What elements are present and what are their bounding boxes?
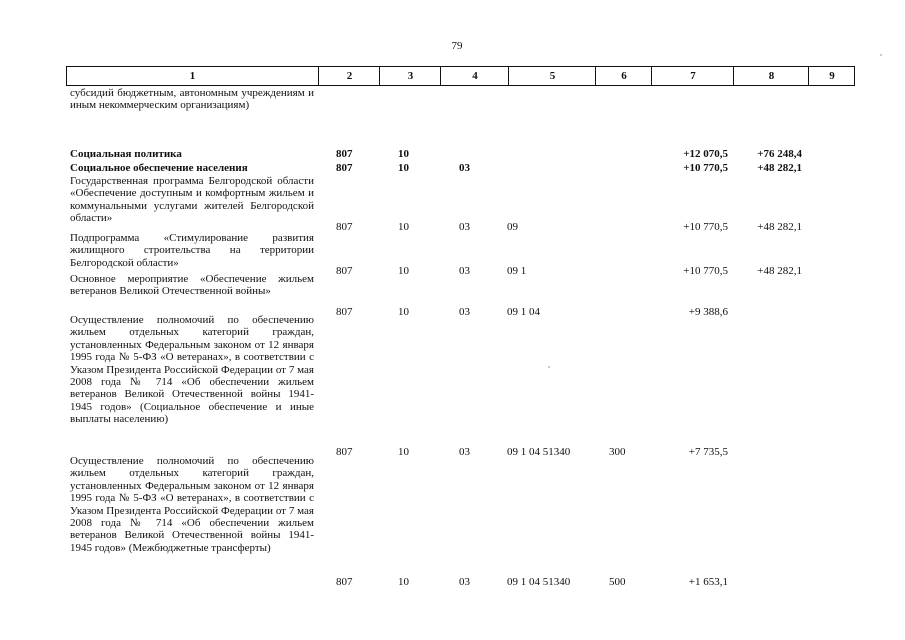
column-header-2: 2	[318, 67, 380, 85]
cell-col2: 807	[336, 148, 353, 160]
column-header-7: 7	[651, 67, 734, 85]
cell-col2: 807	[336, 446, 353, 458]
column-header-3: 3	[379, 67, 441, 85]
cell-col4: 03	[459, 265, 470, 277]
scan-speck	[880, 54, 882, 56]
row-name: Осуществление полномочий по обеспечению жильем отдельных категорий граждан, установленных Федеральным законом от 12 января 1995 года № 5-ФЗ «О ветеранах», в соответствии с Указом Президента Российской Федерации от 7 мая 2008 года № 714 «Об обеспечении жильем ветеранов Великой Отечественной войны 1941-1945 годов» (Социальное обеспечение и иные выплаты населению)	[70, 314, 314, 426]
cell-col3: 10	[398, 265, 409, 277]
cell-col8: +48 282,1	[757, 162, 802, 174]
cell-col7: +10 770,5	[683, 162, 728, 174]
cell-col2: 807	[336, 221, 353, 233]
cell-col5: 09 1	[507, 265, 527, 277]
cell-col8: +48 282,1	[757, 221, 802, 233]
column-header-9: 9	[808, 67, 855, 85]
row-name: Осуществление полномочий по обеспечению жильем отдельных категорий граждан, установленных Федеральным законом от 12 января 1995 года № 5-ФЗ «О ветеранах», в соответствии с Указом Президента Российской Федерации от 7 мая 2008 года № 714 «Об обеспечении жильем ветеранов Великой Отечественной войны 1941-1945 годов» (Межбюджетные трансферты)	[70, 455, 314, 554]
cell-col5: 09 1 04 51340	[507, 576, 571, 588]
cell-col7: +7 735,5	[688, 446, 728, 458]
row-name: Социальное обеспечение населения	[70, 162, 248, 174]
page-number: 79	[451, 40, 463, 52]
cell-col2: 807	[336, 265, 353, 277]
row-name: Социальная политика	[70, 148, 182, 160]
cell-col4: 03	[459, 576, 470, 588]
row-name: субсидий бюджетным, автономным учреждениям и иным некоммерческим организациям)	[70, 87, 314, 112]
budget-table	[66, 66, 855, 588]
cell-col3: 10	[398, 576, 409, 588]
column-header-6: 6	[595, 67, 652, 85]
scan-speck	[548, 366, 550, 368]
cell-col4: 03	[459, 306, 470, 318]
cell-col3: 10	[398, 148, 409, 160]
column-header-8: 8	[733, 67, 809, 85]
cell-col4: 03	[459, 221, 470, 233]
cell-col7: +12 070,5	[683, 148, 728, 160]
cell-col5: 09 1 04 51340	[507, 446, 571, 458]
cell-col5: 09	[507, 221, 518, 233]
column-header-1: 1	[189, 70, 196, 82]
cell-col6: 500	[609, 576, 626, 588]
cell-col8: +76 248,4	[757, 148, 802, 160]
cell-col3: 10	[398, 221, 409, 233]
cell-col7: +10 770,5	[683, 221, 728, 233]
cell-col3: 10	[398, 306, 409, 318]
column-header-5: 5	[508, 67, 596, 85]
cell-col4: 03	[459, 162, 470, 174]
cell-col7: +10 770,5	[683, 265, 728, 277]
cell-col7: +1 653,1	[688, 576, 728, 588]
cell-col5: 09 1 04	[507, 306, 540, 318]
cell-col7: +9 388,6	[688, 306, 728, 318]
cell-col6: 300	[609, 446, 626, 458]
row-name: Основное мероприятие «Обеспечение жильем ветеранов Великой Отечественной войны»	[70, 273, 314, 298]
row-name: Подпрограмма «Стимулирование развития жилищного строительства на территории Белгородской области»	[70, 232, 314, 269]
cell-col8: +48 282,1	[757, 265, 802, 277]
cell-col2: 807	[336, 306, 353, 318]
cell-col3: 10	[398, 162, 409, 174]
column-header-4: 4	[440, 67, 509, 85]
cell-col2: 807	[336, 162, 353, 174]
cell-col3: 10	[398, 446, 409, 458]
cell-col2: 807	[336, 576, 353, 588]
row-name: Государственная программа Белгородской области «Обеспечение доступным и комфортным жильем и коммунальными услугами жителей Белгородской области»	[70, 175, 314, 225]
table-header-row	[66, 66, 855, 86]
cell-col4: 03	[459, 446, 470, 458]
